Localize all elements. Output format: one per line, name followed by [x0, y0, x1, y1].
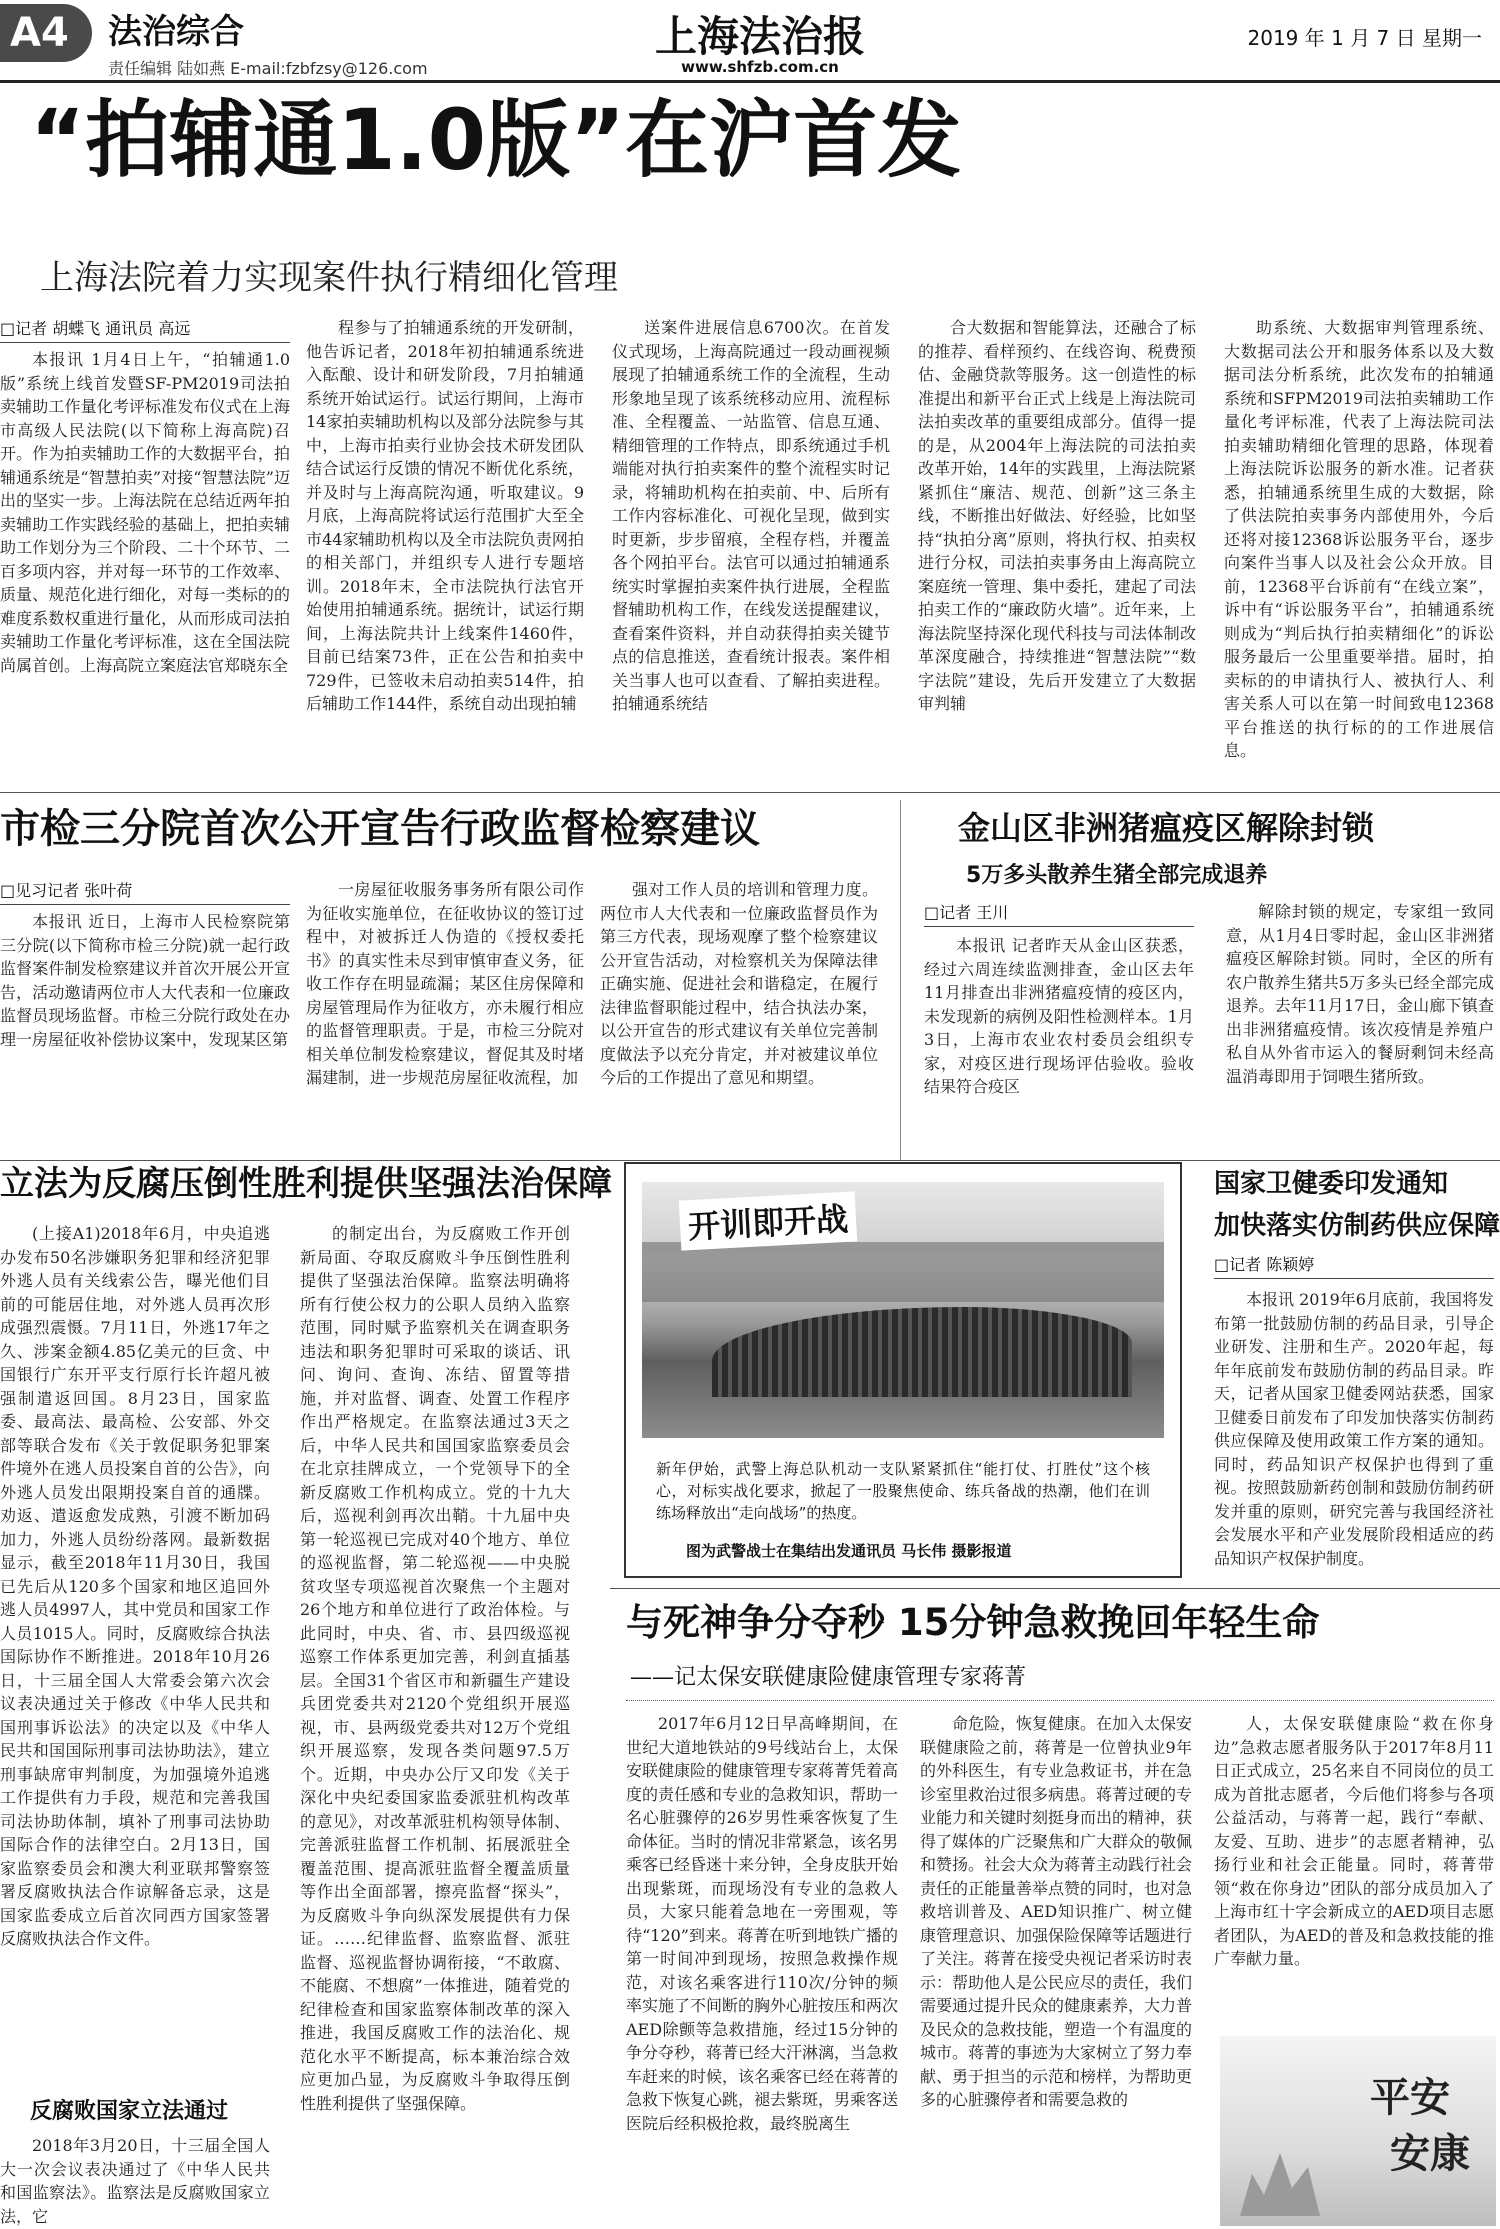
article5-col1-text: 本报讯 2019年6月底前，我国将发布第一批鼓励仿制的药品目录，引导企业研发、注册和生产。2020年起，每年年底前发布鼓励仿制的药品目录。昨天，记者从国家卫健委网站获悉，国家卫健委日前发布了印发加快落实仿制药供应保障及使用政策工作方案的通知。同时，药品知识产权保护也得到了重视。按照鼓励新药创制和鼓励仿制药研发并重的原则，研究完善与我国经济社会发展水平和产业发展阶段相适应的药品知识产权保护制度。	[1214, 1290, 1494, 1568]
article6-col2-text: 命危险，恢复健康。在加入太保安联健康险之前，蒋菁是一位曾执业9年的外科医生，有专业急救证书，并在急诊室里救治过很多病患。蒋菁过硬的专业能力和关键时刻挺身而出的精神，获得了媒体的广泛聚焦和广大群众的敬佩和赞扬。社会大众为蒋菁主动践行社会责任的正能量善举点赞的同时，也对急救培训普及、AED知识推广、树立健康管理意识、加强保险保障等话题进行了关注。蒋菁在接受央视记者采访时表示：帮助他人是公民应尽的责任，我们需要通过提升民众的健康素养，大力普及民众的急救技能，塑造一个有温度的城市。蒋菁的事迹为大家树立了努力奉献、勇于担当的示范和榜样，为帮助更多的心脏骤停者和需要急救的	[920, 1714, 1192, 2109]
article3-byline: □记者 王川	[924, 900, 1194, 927]
article3-title: 金山区非洲猪瘟疫区解除封锁	[958, 809, 1375, 847]
article4-col2	[300, 1222, 570, 2226]
article1-col5-text: 助系统、大数据审判管理系统、大数据司法公开和服务体系以及大数据司法分析系统，此次发布的拍辅通系统和SFPM2019司法拍卖辅助工作量化考评标准，代表了上海法院司法拍卖辅助精细化管理的思路，体现着上海法院诉讼服务的新水准。记者获悉，拍辅通系统里生成的大数据，除了供法院拍卖事务内部使用外，今后还将对接12368诉讼服务平台，逐步向案件当事人以及社会公众开放。目前，12368平台诉前有“在线立案”，诉中有“诉讼服务平台”，拍辅通系统则成为“判后执行拍卖精细化”的诉讼服务最后一公里重要举措。届时，拍卖标的的申请执行人、被执行人、利害关系人可以在第一时间致电12368平台推送的执行标的的工作进展信息。	[1224, 318, 1494, 760]
article2-col3-text: 强对工作人员的培训和管理力度。两位市人大代表和一位廉政监督员作为第三方代表，现场观摩了整个检察建议公开宣告活动，对检察机关为保障法律正确实施、促进社会和谐稳定，在履行法律监督职能过程中，结合执法办案，以公开宣告的形式建议有关单位完善制度做法予以充分肯定，并对被建议单位今后的工作提出了意见和期望。	[600, 880, 878, 1087]
article6-subtitle: ——记太保安联健康险健康管理专家蒋菁	[630, 1665, 1027, 1690]
article4-col2-text: 的制定出台，为反腐败工作开创新局面、夺取反腐败斗争压倒性胜利提供了坚强法治保障。监察法明确将所有行使公权力的公职人员纳入监察范围，同时赋予监察机关在调查职务违法和职务犯罪时可采取的谈话、讯问、询问、查询、冻结、留置等措施，并对监督、调查、处置工作程序作出严格规定。在监察法通过3天之后，中华人民共和国国家监察委员会在北京挂牌成立，一个党领导下的全新反腐败工作机构成立。党的十九大后，巡视利剑再次出鞘。十九届中央第一轮巡视已完成对40个地方、单位的巡视监督，第二轮巡视——中央脱贫攻坚专项巡视首次聚焦一个主题对26个地方和单位进行了政治体检。与此同时，中央、省、市、县四级巡视巡察工作体系更加完善，利剑直插基层。全国31个省区市和新疆生产建设兵团党委共对2120个党组织开展巡视，市、县两级党委共对12万个党组织开展巡察，发现各类问题97.5万个。近期，中央办公厅又印发《关于深化中央纪委国家监委派驻机构改革的意见》，对改革派驻机构领导体制、完善派驻监督工作机制、拓展派驻全覆盖范围、提高派驻监督全覆盖质量等作出全面部署，擦亮监督“探头”，为反腐败斗争向纵深发展提供有力保证。……纪律监督、监察监督、派驻监督、巡视监督协调衔接，“不敢腐、不能腐、不想腐”一体推进，随着党的纪律检查和国家监察体制改革的深入推进，我国反腐败工作的法治化、规范化水平不断提高，标本兼治综合效应更加凸显，为反腐败斗争取得压倒性胜利提供了坚强保障。	[300, 1224, 570, 2113]
article4-col1b	[0, 2134, 270, 2226]
article1-col3	[612, 316, 890, 784]
article1-col4-text: 合大数据和智能算法，还融合了标的推荐、看样预约、在线咨询、税费预估、金融贷款等服务。这一创造性的标准提出和新平台正式上线是上海法院司法拍卖改革的重要组成部分。值得一提的是，从2004年上海法院的司法拍卖改革开始，14年的实践里，上海法院紧紧抓住“廉洁、规范、创新”这三条主线，不断推出好做法、好经验，比如坚持“执拍分离”原则，将执行权、拍卖权进行分权，司法拍卖事务由上海高院立案庭统一管理、集中委托，建起了司法拍卖工作的“廉政防火墙”。近年来，上海法院坚持深化现代科技与司法体制改革深度融合，持续推进“智慧法院”“数字法院”建设，先后开发建立了大数据审判辅	[918, 318, 1196, 713]
article1-col1	[0, 348, 290, 784]
article3-byline-box	[924, 900, 1194, 927]
article6-col3-text: 人，太保安联健康险“救在你身边”急救志愿者服务队于2017年8月11日正式成立，25名来自不同岗位的员工成为首批志愿者，今后他们将参与各项公益活动，与蒋菁一起，践行“奉献、友爱、互助、进步”的志愿者精神，弘扬行业和社会正能量。同时，蒋菁带领“救在你身边”团队的部分成员加入了上海市红十字会新成立的AED项目志愿者团队，为AED的普及和急救技能的推广奉献力量。	[1214, 1714, 1494, 1968]
article4-title: 立法为反腐压倒性胜利提供坚强法治保障	[0, 1164, 612, 1204]
article4-col1-text: (上接A1)2018年6月，中央追逃办发布50名涉嫌职务犯罪和经济犯罪外逃人员有关线索公告，曝光他们目前的可能居住地，对外逃人员再次形成强烈震慑。7月11日，外逃17年之久、涉案金额4.85亿美元的巨贪、中国银行广东开平支行原行长许超凡被强制遣返回国。8月23日，国家监委、最高法、最高检、公安部、外交部等联合发布《关于敦促职务犯罪案件境外在逃人员投案自首的公告》，向外逃人员发出限期投案自首的通牒。劝返、遣返愈发成熟，引渡不断加码加力，外逃人员纷纷落网。最新数据显示，截至2018年11月30日，我国已先后从120多个国家和地区追回外逃人员4997人，其中党员和国家工作人员1015人。同时，反腐败综合执法国际协作不断推进。2018年10月26日，十三届全国人大常委会第六次会议表决通过关于修改《中华人民共和国刑事诉讼法》的决定以及《中华人民共和国国际刑事司法协助法》，建立刑事缺席审判制度，为加强境外追逃工作提供有力手段，规范和完善我国司法协助体制，填补了刑事司法协助国际合作的法律空白。2月13日，国家监察委员会和澳大利亚联邦警察签署反腐败执法合作谅解备忘录，这是国家监委成立后首次同西方国家签署反腐败执法合作文件。	[0, 1224, 270, 1948]
article3-col1-text: 本报讯 记者昨天从金山区获悉，经过六周连续监测排查，金山区去年11月排查出非洲猪瘟疫情的疫区内，未发现新的病例及阳性检测样本。1月3日，上海市农业农村委员会组织专家，对疫区进行现场评估验收。验收结果符合疫区	[924, 936, 1194, 1096]
article6-rule	[626, 1700, 1494, 1701]
section-title: 法治综合	[108, 12, 244, 52]
article6-col1-text: 2017年6月12日早高峰期间，在世纪大道地铁站的9号线站台上，太保安联健康险的健康管理专家蒋菁凭着高度的责任感和专业的急救知识，帮助一名心脏骤停的26岁男性乘客恢复了生命体征。当时的情况非常紧急，该名男乘客已经昏迷十来分钟，全身皮肤开始出现紫斑，而现场没有专业的急救人员，大家只能着急地在一旁围观，等待“120”到来。蒋菁在听到地铁广播的第一时间冲到现场，按照急救操作规范，对该名乘客进行110次/分钟的频率实施了不间断的胸外心脏按压和两次AED除颤等急救措施，经过15分钟的争分夺秒，蒋菁已经大汗淋漓，当急救车赶来的时候，该名乘客已经在蒋菁的急救下恢复心跳，褪去紫斑，男乘客送医院后经积极抢救，最终脱离生	[626, 1714, 898, 2133]
article5-title2: 加快落实仿制药供应保障	[1214, 1211, 1500, 1241]
article2-col3	[600, 878, 878, 1156]
article2-byline-box	[0, 878, 290, 905]
masthead-url: www.shfzb.com.cn	[681, 58, 839, 76]
photo-credit: 图为武警战士在集结出发通讯员 马长伟 摄影报道	[686, 1542, 1012, 1560]
article6-col2	[920, 1712, 1192, 2226]
article1-subtitle: 上海法院着力实现案件执行精细化管理	[40, 258, 618, 298]
article1-col3-text: 送案件进展信息6700次。在首发仪式现场，上海高院通过一段动画视频展现了拍辅通系统工作的全流程，生动形象地呈现了该系统移动应用、流程标准、全程覆盖、一站监管、信息互通、精细管理的工作特点，即系统通过手机端能对执行拍卖案件的整个流程实时记录，将辅助机构在拍卖前、中、后所有工作内容标准化、可视化呈现，做到实时更新，步步留痕，全程存档，并覆盖各个网拍平台。法官可以通过拍辅通系统实时掌握拍卖案件执行进展，全程监督辅助机构工作，在线发送提醒建议，查看案件资料，并自动获得拍卖关键节点的信息推送，查看统计报表。案件相关当事人也可以查看、了解拍卖进程。拍辅通系统结	[612, 318, 890, 713]
article5-byline: □记者 陈颖婷	[1214, 1252, 1494, 1279]
article2-title: 市检三分院首次公开宣告行政监督检察建议	[0, 806, 760, 852]
training-photo	[642, 1182, 1164, 1438]
page-number-badge: A4	[0, 4, 92, 62]
article2-col1-text: 本报讯 近日，上海市人民检察院第三分院(以下简称市检三分院)就一起行政监督案件制发检察建议并首次开展公开宣告，活动邀请两位市人大代表和一位廉政监督员现场监督。市检三分院行政处在办理一房屋征收补偿协议案中，发现某区第	[0, 912, 290, 1049]
article1-col2-text: 程参与了拍辅通系统的开发研制，他告诉记者，2018年初拍辅通系统进入酝酿、设计和研发阶段，7月拍辅通系统开始试运行。试运行期间，上海市14家拍卖辅助机构以及部分法院参与其中，上海市拍卖行业协会技术研发团队结合试运行反馈的情况不断优化系统，并及时与上海高院沟通，听取建议。9月底，上海高院将试运行范围扩大至全市44家辅助机构以及全市法院负责网拍的相关部门，并组织专人进行专题培训。2018年末，全市法院执行法官开始使用拍辅通系统。据统计，试运行期间，上海法院共计上线案件1460件，目前已结案73件，正在公告和拍卖中729件，已签收未启动拍卖514件，拍后辅助工作144件，系统自动出现拍辅	[306, 318, 584, 713]
editor-line: 责任编辑 陆如燕 E-mail:fzbfzsy@126.com	[108, 59, 428, 78]
divider-1	[0, 792, 1500, 793]
article3-col1	[924, 934, 1194, 1156]
header-rule	[0, 80, 1500, 83]
vertical-rule-1	[900, 800, 901, 1160]
article6-col3	[1214, 1712, 1494, 2022]
article1-col4	[918, 316, 1196, 784]
article2-col2-text: 一房屋征收服务事务所有限公司作为征收实施单位，在征收协议的签订过程中，对被拆迁人伪造的《授权委托书》的真实性未尽到审慎审查义务，征收工作存在明显疏漏；某区住房保障和房屋管理局作为征收方，亦未履行相应的监督管理职责。于是，市检三分院对相关单位制发检察建议，督促其及时堵漏建制，进一步规范房屋征收流程，加	[306, 880, 584, 1087]
article5-col1	[1214, 1288, 1494, 1580]
photo-treeline	[642, 1242, 1164, 1302]
article3-col2-text: 解除封锁的规定，专家组一致同意，从1月4日零时起，金山区非洲猪瘟疫区解除封锁。同时，全区的所有农户散养生猪共5万多头已经全部完成退养。去年11月17日，金山廊下镇查出非洲猪瘟疫情。该次疫情是养殖户私自从外省市运入的餐厨剩饲未经高温消毒即用于饲喂生猪所致。	[1226, 902, 1494, 1086]
ad-skyline-shape	[1240, 2146, 1320, 2216]
article6-title: 与死神争分夺秒 15分钟急救挽回年轻生命	[626, 1601, 1320, 1644]
photo-box	[624, 1162, 1182, 1578]
page-header	[0, 0, 1500, 78]
article1-col1-text: 本报讯 1月4日上午，“拍辅通1.0版”系统上线首发暨SF-PM2019司法拍卖辅助工作量化考评标准发布仪式在上海市高级人民法院(以下简称上海高院)召开。作为拍卖辅助工作的大数据平台，拍辅通系统是“智慧拍卖”对接“智慧法院”迈出的坚实一步。上海法院在总结近两年拍卖辅助工作实践经验的基础上，把拍卖辅助工作划分为三个阶段、二十个环节、二百多项内容，并对每一环节的工作效率、质量、规范化进行细化，对每一类标的的难度系数权重进行量化，从而形成司法拍卖辅助工作量化考评标准，这在全国法院尚属首创。上海高院立案庭法官郑晓东全	[0, 350, 290, 675]
article1-col5	[1224, 316, 1494, 784]
ad-text-1: 平安	[1370, 2074, 1450, 2121]
photo-caption-text: 新年伊始，武警上海总队机动一支队紧紧抓住“能打仗、打胜仗”这个核心，对标实战化要求，掀起了一股聚焦使命、练兵备战的热潮，他们在训练场释放出“走向战场”的热度。	[656, 1460, 1150, 1522]
photo-title: 开训即开战	[679, 1191, 857, 1250]
article4-col1b-text: 2018年3月20日，十三届全国人大一次会议表决通过了《中华人民共和国监察法》。监察法是反腐败国家立法，它	[0, 2136, 270, 2226]
article2-col2	[306, 878, 584, 1156]
article2-byline: □见习记者 张叶荷	[0, 878, 290, 905]
ad-image	[1220, 2036, 1496, 2226]
ad-text-2: 安康	[1390, 2130, 1470, 2177]
article3-subtitle: 5万多头散养生猪全部完成退养	[966, 863, 1268, 888]
issue-date: 2019 年 1 月 7 日 星期一	[1247, 26, 1482, 50]
article1-col2	[306, 316, 584, 784]
article3-col2	[1226, 900, 1494, 1156]
article1-byline-box	[0, 316, 290, 343]
article1-title: “拍辅通1.0版”在沪首发	[30, 91, 962, 189]
photo-caption	[656, 1458, 1150, 1524]
article5-title: 国家卫健委印发通知	[1214, 1169, 1449, 1199]
marching-soldiers	[712, 1307, 1132, 1397]
article2-col1	[0, 910, 290, 1156]
masthead-logo: 上海法治报	[654, 12, 865, 61]
divider-3	[610, 1588, 1500, 1589]
article1-byline: □记者 胡蝶飞 通讯员 高远	[0, 316, 290, 343]
article5-byline-box	[1214, 1252, 1494, 1279]
article4-subhead: 反腐败国家立法通过	[30, 2099, 229, 2124]
article4-col1	[0, 1222, 270, 2084]
article6-col1	[626, 1712, 898, 2226]
